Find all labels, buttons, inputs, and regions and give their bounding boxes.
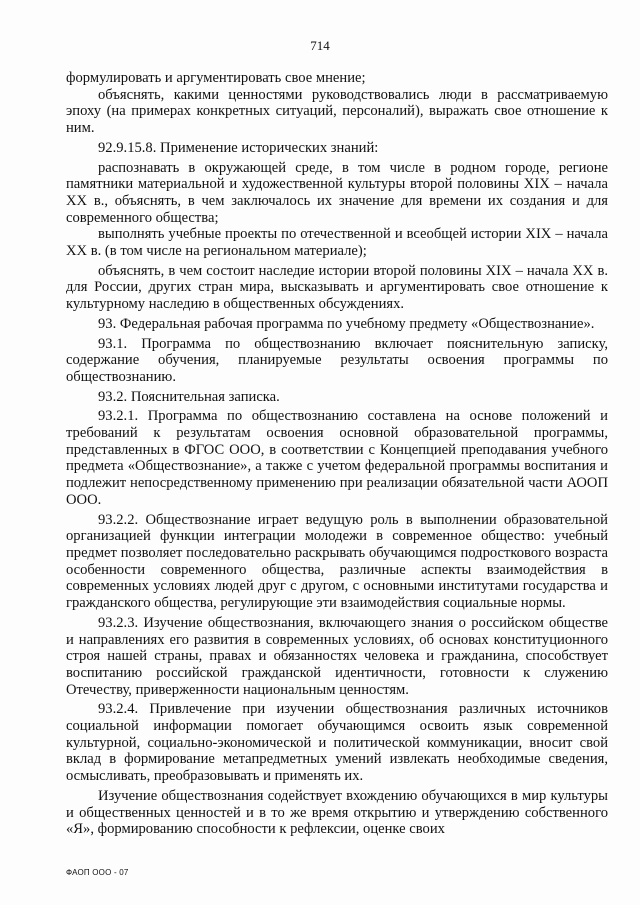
paragraph-93-2-2: 93.2.2. Обществознание играет ведущую роль в выполнении образовательной организацией функции интеграции молодежи в современное общество: учебный предмет позволяет последовательно раскрывать обучающимся подросткового возраста особенности современного общества, различные аспекты взаимодействия в современных условиях людей друг с другом, с основными институтами государства и гражданского общества, регулирующие эти взаимодействия социальные нормы. — [66, 511, 608, 612]
paragraph-93-1: 93.1. Программа по обществознанию включает пояснительную записку, содержание обучения, планируемые результаты освоения программы по обществознанию. — [66, 335, 608, 385]
paragraph-93-2-4: 93.2.4. Привлечение при изучении обществознания различных источников социальной информации помогает обучающимся освоить язык современной культурной, социально-экономической и политической коммуникации, вносит свой вклад в формирование метапредметных умений извлекать необходимые сведения, осмысливать, преобразовывать и применять их. — [66, 701, 608, 785]
paragraph-2: объяснять, какими ценностями руководствовались люди в рассматриваемую эпоху (на примерах конкретных ситуаций, персоналий), выражать свое отношение к ним. — [66, 86, 608, 137]
paragraph-93-2: 93.2. Пояснительная записка. — [98, 388, 280, 405]
paragraph-5: выполнять учебные проекты по отечественной и всеобщей истории XIX – начала XX в. (в том числе на региональном материале); — [66, 226, 608, 260]
paragraph-93-2-3: 93.2.3. Изучение обществознания, включающего знания о российском обществе и направлениях его развития в современных условиях, об основах конституционного строя нашей страны, правах и обязанностях человека и гражданина, способствует воспитанию российской гражданской идентичности, готовности к служению Отечеству, приверженности национальным ценностям. — [66, 614, 608, 698]
paragraph-4: распознавать в окружающей среде, в том числе в родном городе, регионе памятники материальной и художественной культуры второй половины XIX – начала XX в., объяснять, в чем заключалось их значение для времени их создания и для современного общества; — [66, 159, 608, 226]
document-body — [66, 70, 608, 838]
paragraph-final: Изучение обществознания содействует вхождению обучающихся в мир культуры и общественных ценностей и в то же время открытию и утверждению собственного «Я», формированию способности к рефлексии, оценке своих — [66, 787, 608, 838]
paragraph-1: формулировать и аргументировать свое мнение; — [66, 70, 366, 86]
paragraph-93-2-1: 93.2.1. Программа по обществознанию составлена на основе положений и требований к результатам освоения основной образовательной программы, представленных в ФГОС ООО, в соответствии с Концепцией преподавания учебного предмета «Обществознание», а также с учетом федеральной программы воспитания и подлежит непосредственному применению при реализации обязательной части АООП ООО. — [66, 408, 608, 508]
paragraph-6: объяснять, в чем состоит наследие истории второй половины XIX – начала XX в. для России, других стран мира, высказывать и аргументировать свое отношение к культурному наследию в общественных обсуждениях. — [66, 262, 608, 313]
page-number: 714 — [310, 38, 330, 53]
paragraph-3: 92.9.15.8. Применение исторических знаний: — [98, 139, 379, 156]
section-heading-93: 93. Федеральная рабочая программа по учебному предмету «Обществознание». — [98, 315, 595, 332]
document-footer: ФАОП ООО - 07 — [66, 868, 129, 877]
